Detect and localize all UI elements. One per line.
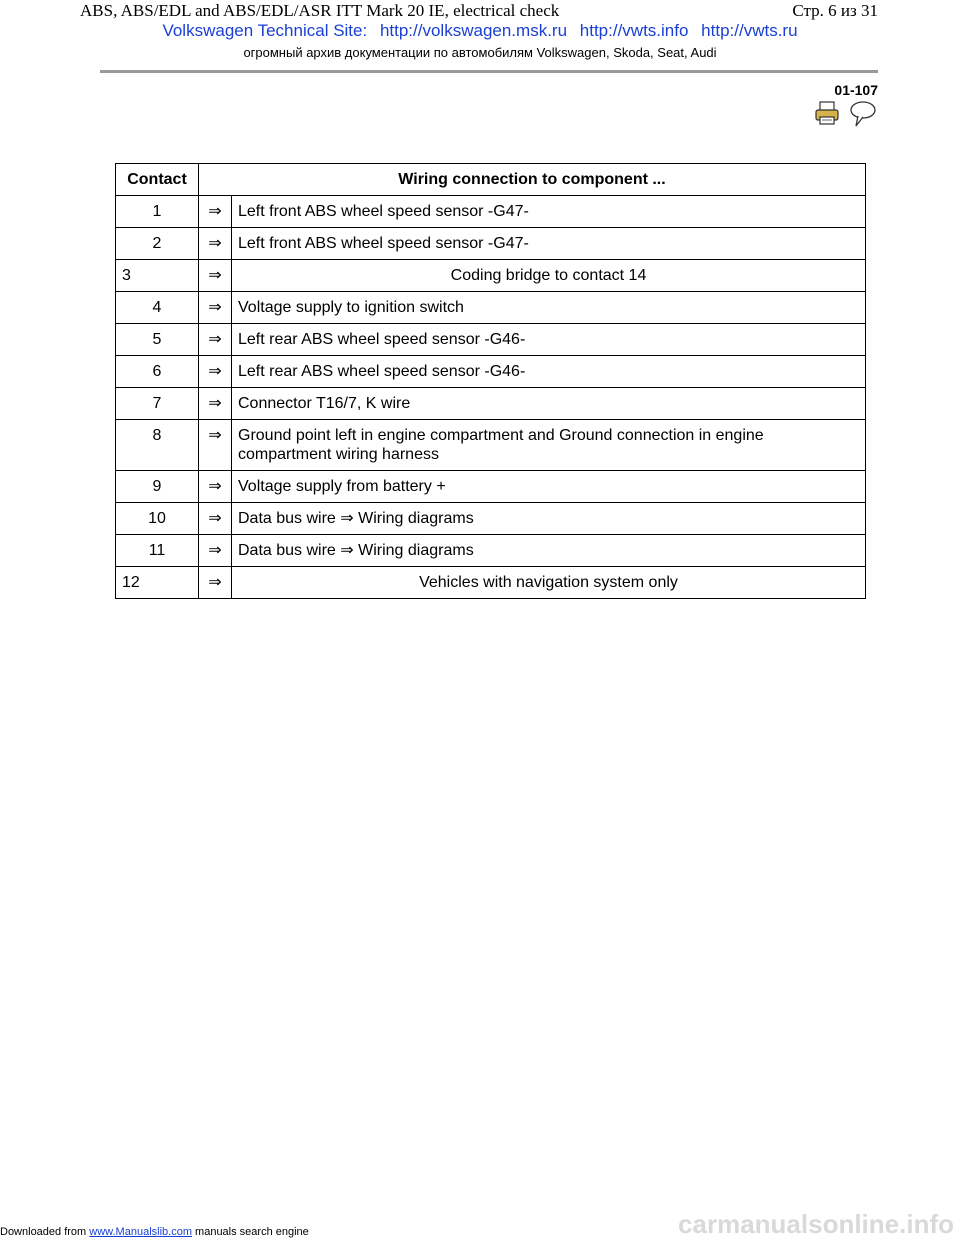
table-row: [116, 228, 866, 260]
wiring-description: Left rear ABS wheel speed sensor -G46-: [232, 356, 866, 388]
wiring-description: Left rear ABS wheel speed sensor -G46-: [232, 324, 866, 356]
watermark-logo: carmanualsonline.info: [678, 1209, 954, 1239]
table-row: [116, 196, 866, 228]
table-row: [116, 567, 866, 599]
table-header-row: [116, 164, 866, 196]
table-row: [116, 260, 866, 292]
wiring-description: Data bus wire ⇒ Wiring diagrams: [232, 503, 866, 535]
archive-caption: огромный архив документации по автомобилям Volkswagen, Skoda, Seat, Audi: [243, 45, 717, 60]
link-vwts-ru[interactable]: http://vwts.ru: [701, 21, 798, 40]
arrow-icon: ⇒: [199, 260, 232, 292]
printer-icon[interactable]: [814, 100, 840, 126]
contact-number: 12: [116, 567, 199, 599]
page-tools: [814, 100, 880, 130]
contact-number: 7: [116, 388, 199, 420]
contact-number: 5: [116, 324, 199, 356]
table-row: [116, 388, 866, 420]
site-links-bar: [0, 21, 960, 41]
wiring-description: Voltage supply to ignition switch: [232, 292, 866, 324]
wiring-description: Left front ABS wheel speed sensor -G47-: [232, 228, 866, 260]
contact-number: 4: [116, 292, 199, 324]
contact-number: 9: [116, 471, 199, 503]
table-row: [116, 503, 866, 535]
table-row: [116, 420, 866, 471]
arrow-icon: ⇒: [199, 471, 232, 503]
table-row: [116, 356, 866, 388]
wiring-connection-table: [115, 163, 866, 599]
wiring-description: Voltage supply from battery +: [232, 471, 866, 503]
contact-number: 2: [116, 228, 199, 260]
wiring-description: Data bus wire ⇒ Wiring diagrams: [232, 535, 866, 567]
download-footer: [0, 1226, 309, 1238]
table-row: [116, 324, 866, 356]
arrow-icon: ⇒: [199, 196, 232, 228]
column-header-wiring: Wiring connection to component ...: [199, 164, 866, 196]
table-row: [116, 292, 866, 324]
wiring-description: Vehicles with navigation system only: [232, 567, 866, 599]
arrow-icon: ⇒: [199, 567, 232, 599]
manualslib-link[interactable]: www.Manualslib.com: [89, 1226, 192, 1238]
wiring-description: Coding bridge to contact 14: [232, 260, 866, 292]
contact-number: 6: [116, 356, 199, 388]
wiring-description: Left front ABS wheel speed sensor -G47-: [232, 196, 866, 228]
arrow-icon: ⇒: [199, 503, 232, 535]
speech-bubble-icon[interactable]: [848, 100, 878, 128]
link-volkswagen-msk[interactable]: http://volkswagen.msk.ru: [379, 21, 568, 40]
arrow-icon: ⇒: [199, 388, 232, 420]
header-divider: [100, 70, 878, 73]
arrow-icon: ⇒: [199, 356, 232, 388]
wiring-description: Ground point left in engine compartment and Ground connection in engine compartment wiring harness: [232, 420, 866, 471]
link-vwts-info[interactable]: http://vwts.info: [579, 21, 689, 40]
contact-number: 10: [116, 503, 199, 535]
contact-number: 11: [116, 535, 199, 567]
contact-number: 3: [116, 260, 199, 292]
contact-number: 1: [116, 196, 199, 228]
wiring-description: Connector T16/7, K wire: [232, 388, 866, 420]
arrow-icon: ⇒: [199, 420, 232, 471]
document-header: [0, 0, 960, 22]
arrow-icon: ⇒: [199, 228, 232, 260]
table-row: [116, 535, 866, 567]
contact-number: 8: [116, 420, 199, 471]
footer-suffix: manuals search engine: [191, 1226, 309, 1238]
column-header-contact: Contact: [116, 164, 199, 196]
arrow-icon: ⇒: [199, 535, 232, 567]
arrow-icon: ⇒: [199, 324, 232, 356]
page-code: 01-107: [834, 82, 878, 98]
footer-prefix: Downloaded from: [0, 1226, 90, 1238]
document-title: ABS, ABS/EDL and ABS/EDL/ASR ITT Mark 20 IE, electrical check: [80, 1, 560, 20]
page-counter: Стр. 6 из 31: [792, 1, 878, 20]
table-row: [116, 471, 866, 503]
arrow-icon: ⇒: [199, 292, 232, 324]
site-label: Volkswagen Technical Site:: [162, 21, 368, 40]
